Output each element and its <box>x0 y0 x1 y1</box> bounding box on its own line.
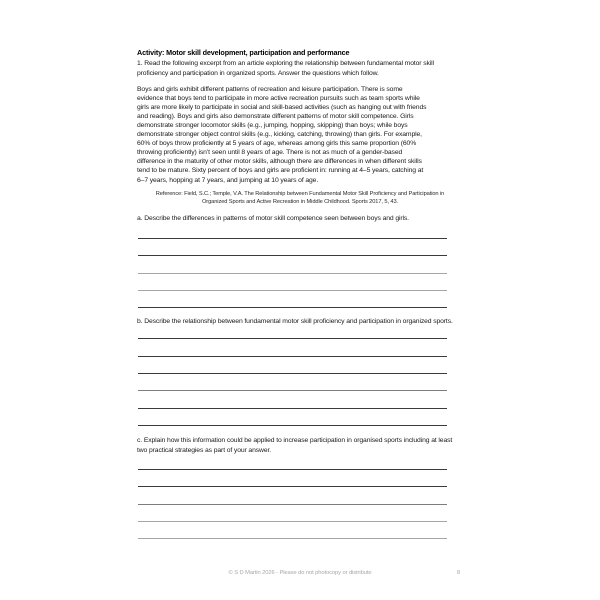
answer-line <box>138 307 447 308</box>
answer-line <box>138 356 447 357</box>
reference-line: Organized Sports and Active Recreation in Middle Childhood. Sports 2017, 5, 43. <box>201 198 399 205</box>
copyright-text: © S D Martin 2026 - Please do not photocopy or distribute <box>228 570 372 576</box>
excerpt-line: Boys and girls exhibit different patterns of recreation and leisure participation. There is some <box>137 85 403 93</box>
worksheet-page <box>137 0 463 539</box>
excerpt-line: girls are more likely to participate in social and skill-based activities (such as hanging out with friends <box>137 103 427 111</box>
answer-line <box>138 521 447 522</box>
excerpt-line: difference in the maturity of other motor skills, although there are differences in when different skills <box>137 158 422 166</box>
article-excerpt <box>137 85 463 185</box>
excerpt-line: 60% of boys throw proficiently at 5 years of age, whereas among girls this same proportion (60% <box>137 140 417 148</box>
answer-line <box>138 408 447 409</box>
activity-title: Activity: Motor skill development, participation and performance <box>137 48 350 57</box>
answer-lines-a <box>137 238 463 309</box>
answer-line <box>138 273 447 274</box>
answer-line <box>138 538 447 539</box>
answer-line <box>138 338 447 339</box>
answer-line <box>138 255 447 256</box>
excerpt-line: 6–7 years, hopping at 7 years, and jumping at 10 years of age. <box>137 176 319 184</box>
answer-lines-b <box>137 338 463 426</box>
answer-line <box>138 425 447 426</box>
question-b: b. Describe the relationship between fundamental motor skill proficiency and participation in organized sports. <box>137 318 453 326</box>
page-number: 8 <box>456 570 460 576</box>
excerpt-line: evidence that boys tend to participate in more active recreation pursuits such as team sports while <box>137 94 420 102</box>
answer-line <box>138 238 447 239</box>
answer-line <box>138 290 447 291</box>
page-footer <box>137 569 463 577</box>
excerpt-line: and reading). Boys and girls also demonstrate different patterns of motor skill competence. Girls <box>137 112 414 120</box>
question-c: c. Explain how this information could be applied to increase participation in organised sports including at least two practical strategies as part of your answer. <box>137 437 453 454</box>
answer-line <box>138 469 447 470</box>
answer-lines-c <box>137 469 463 540</box>
excerpt-line: tend to be mature. Sixty percent of boys and girls are proficient in: running at 4–5 years, catching at <box>137 167 424 175</box>
excerpt-line: demonstrate stronger object control skills (e.g., kicking, catching, throwing) than girls. For example, <box>137 131 422 139</box>
answer-line <box>138 504 447 505</box>
question-a: a. Describe the differences in patterns of motor skill competence seen between boys and girls. <box>137 215 409 223</box>
excerpt-line: demonstrate stronger locomotor skills (e.g., jumping, hopping, skipping) than boys; while boys <box>137 121 408 129</box>
excerpt-line: throwing proficiently) isn’t seen until 8 years of age. There is not as much of a gender-based <box>137 149 403 157</box>
instruction-text: 1. Read the following excerpt from an article exploring the relationship between fundamental motor skill proficiency and participation in organized sports. Answer the questions which follow. <box>137 60 434 77</box>
answer-line <box>138 373 447 374</box>
reference-line: Reference: Field, S.C.; Temple, V.A. The Relationship between Fundamental Motor Skill Proficiency and Participation in <box>155 190 445 197</box>
answer-line <box>138 486 447 487</box>
reference-citation <box>137 190 463 206</box>
answer-line <box>138 390 447 391</box>
